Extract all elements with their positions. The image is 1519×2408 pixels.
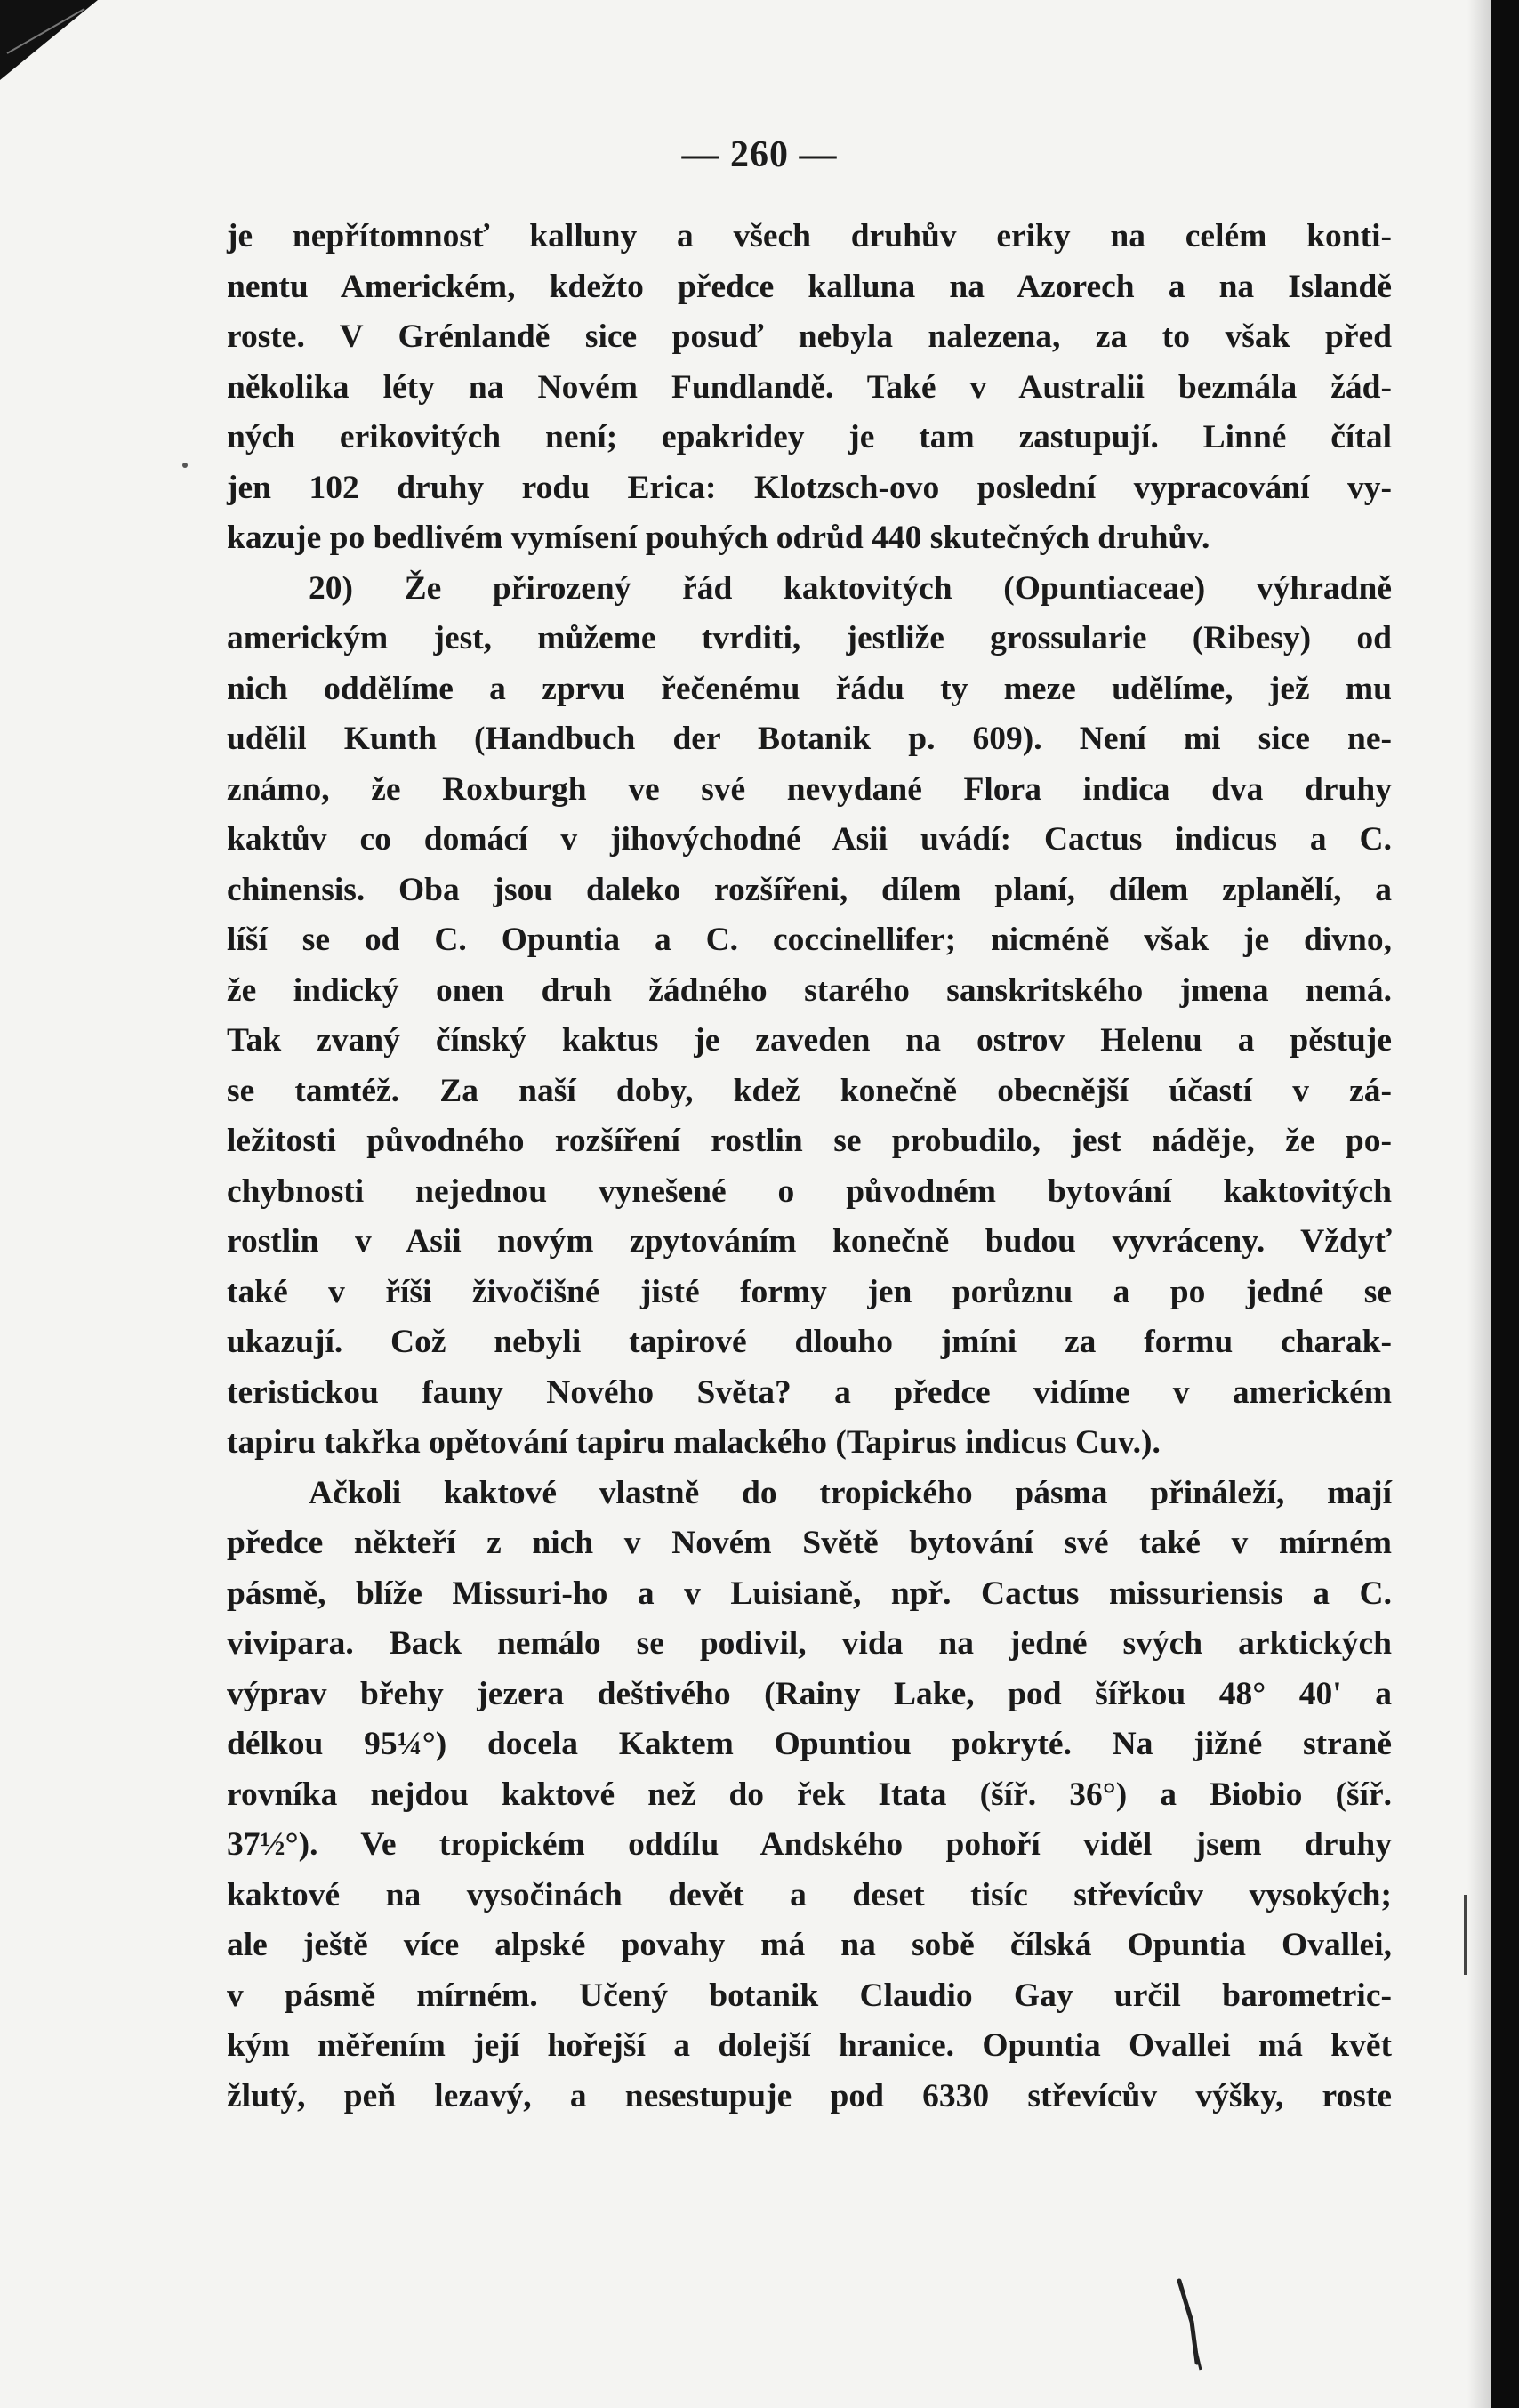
- text-line: chinensis. Oba jsou daleko rozšířeni, dílem planí, dílem zplanělí, a: [227, 871, 1392, 908]
- text-line: tapiru takřka opětování tapiru malackého (Tapirus indicus Cuv.).: [227, 1424, 1161, 1461]
- text-line: teristickou fauny Nového Světa? a předce vidíme v americkém: [227, 1373, 1392, 1411]
- text-line: výprav břehy jezera deštivého (Rainy Lake, pod šířkou 48° 40' a: [227, 1675, 1392, 1712]
- body-text: [227, 212, 1392, 2122]
- margin-speck: [182, 463, 188, 468]
- text-line: americkým jest, můžeme tvrditi, jestliže grossularie (Ribesy) od: [227, 620, 1392, 656]
- text-line: roste. V Grénlandě sice posuď nebyla nalezena, za to však před: [227, 318, 1392, 355]
- text-line: ale ještě více alpské povahy má na sobě čílská Opuntia Ovallei,: [227, 1927, 1392, 1963]
- text-line: kým měřením její hořejší a dolejší hranice. Opuntia Ovallei má květ: [227, 2027, 1392, 2064]
- text-line: kazuje po bedlivém vymísení pouhých odrůd 440 skutečných druhův.: [227, 519, 1210, 556]
- text-line: líší se od C. Opuntia a C. coccinellifer; nicméně však je divno,: [227, 922, 1392, 958]
- text-line: vivipara. Back nemálo se podivil, vida na jedné svých arktických: [227, 1625, 1392, 1662]
- text-line: několika léty na Novém Fundlandě. Také v Australii bezmála žád-: [227, 368, 1392, 406]
- text-line: je nepřítomnosť kalluny a všech druhův eriky na celém konti-: [227, 218, 1392, 254]
- text-line: známo, že Roxburgh ve své nevydané Flora indica dva druhy: [227, 770, 1392, 808]
- text-line: kaktové na vysočinách devět a deset tisíc střevícův vysokých;: [227, 1876, 1392, 1913]
- text-line: 37½°). Ve tropickém oddílu Andského pohoří viděl jsem druhy: [227, 1826, 1392, 1863]
- text-line: rovníka nejdou kaktové než do řek Itata (šíř. 36°) a Biobio (šíř.: [227, 1776, 1392, 1813]
- text-line: že indický onen druh žádného starého sanskritského jmena nemá.: [227, 971, 1392, 1009]
- corner-fold-mark: [0, 0, 98, 80]
- text-line: žlutý, peň lezavý, a nesestupuje pod 6330 střevícův výšky, roste: [227, 2077, 1392, 2114]
- page-number: — 260 —: [681, 134, 838, 175]
- binding-edge: [1491, 0, 1519, 2408]
- text-line: kaktův co domácí v jihovýchodné Asii uvádí: Cactus indicus a C.: [227, 821, 1392, 858]
- footnote-20-start: 20) Že přirozený řád kaktovitých (Opuntiaceae) výhradně: [309, 569, 1392, 607]
- text-line: udělil Kunth (Handbuch der Botanik p. 609). Není mi sice ne-: [227, 721, 1392, 757]
- text-line: předce někteří z nich v Novém Světě bytování své také v mírném: [227, 1525, 1392, 1561]
- text-line: nentu Americkém, kdežto předce kalluna na Azorech a na Islandě: [227, 268, 1392, 305]
- text-line: se tamtéž. Za naší doby, kdež konečně obecnější účastí v zá-: [227, 1072, 1392, 1109]
- margin-rule-mark: [1464, 1895, 1467, 1975]
- text-line: jen 102 druhy rodu Erica: Klotzsch-ovo poslední vypracování vy-: [227, 469, 1392, 506]
- text-line: délkou 95¼°) docela Kaktem Opuntiou pokryté. Na jižné straně: [227, 1726, 1392, 1762]
- text-line: ných erikovitých není; epakridey je tam zastupují. Linné čítal: [227, 419, 1392, 455]
- pen-mark-icon: [1174, 2277, 1210, 2375]
- text-line: také v říši živočišné jisté formy jen porůznu a po jedné se: [227, 1273, 1392, 1310]
- text-line: rostlin v Asii novým zpytováním konečně budou vyvráceny. Vždyť: [227, 1223, 1392, 1260]
- text-line: pásmě, blíže Missuri-ho a v Luisianě, npř. Cactus missuriensis a C.: [227, 1574, 1392, 1612]
- text-line: v pásmě mírném. Učený botanik Claudio Gay určil barometric-: [227, 1977, 1392, 2014]
- text-line: chybnosti nejednou vynešené o původném bytování kaktovitých: [227, 1172, 1392, 1210]
- text-line: Tak zvaný čínský kaktus je zaveden na ostrov Helenu a pěstuje: [227, 1022, 1392, 1059]
- text-line: ležitosti původného rozšíření rostlin se probudilo, jest náděje, že po-: [227, 1123, 1392, 1159]
- text-line: ukazují. Což nebyli tapirové dlouho jmíni za formu charak-: [227, 1324, 1392, 1360]
- paragraph-start: Ačkoli kaktové vlastně do tropického pásma přináleží, mají: [309, 1474, 1392, 1511]
- page-gutter-shadow: [1467, 0, 1491, 2408]
- text-line: nich oddělíme a zprvu řečenému řádu ty meze udělíme, jež mu: [227, 670, 1392, 707]
